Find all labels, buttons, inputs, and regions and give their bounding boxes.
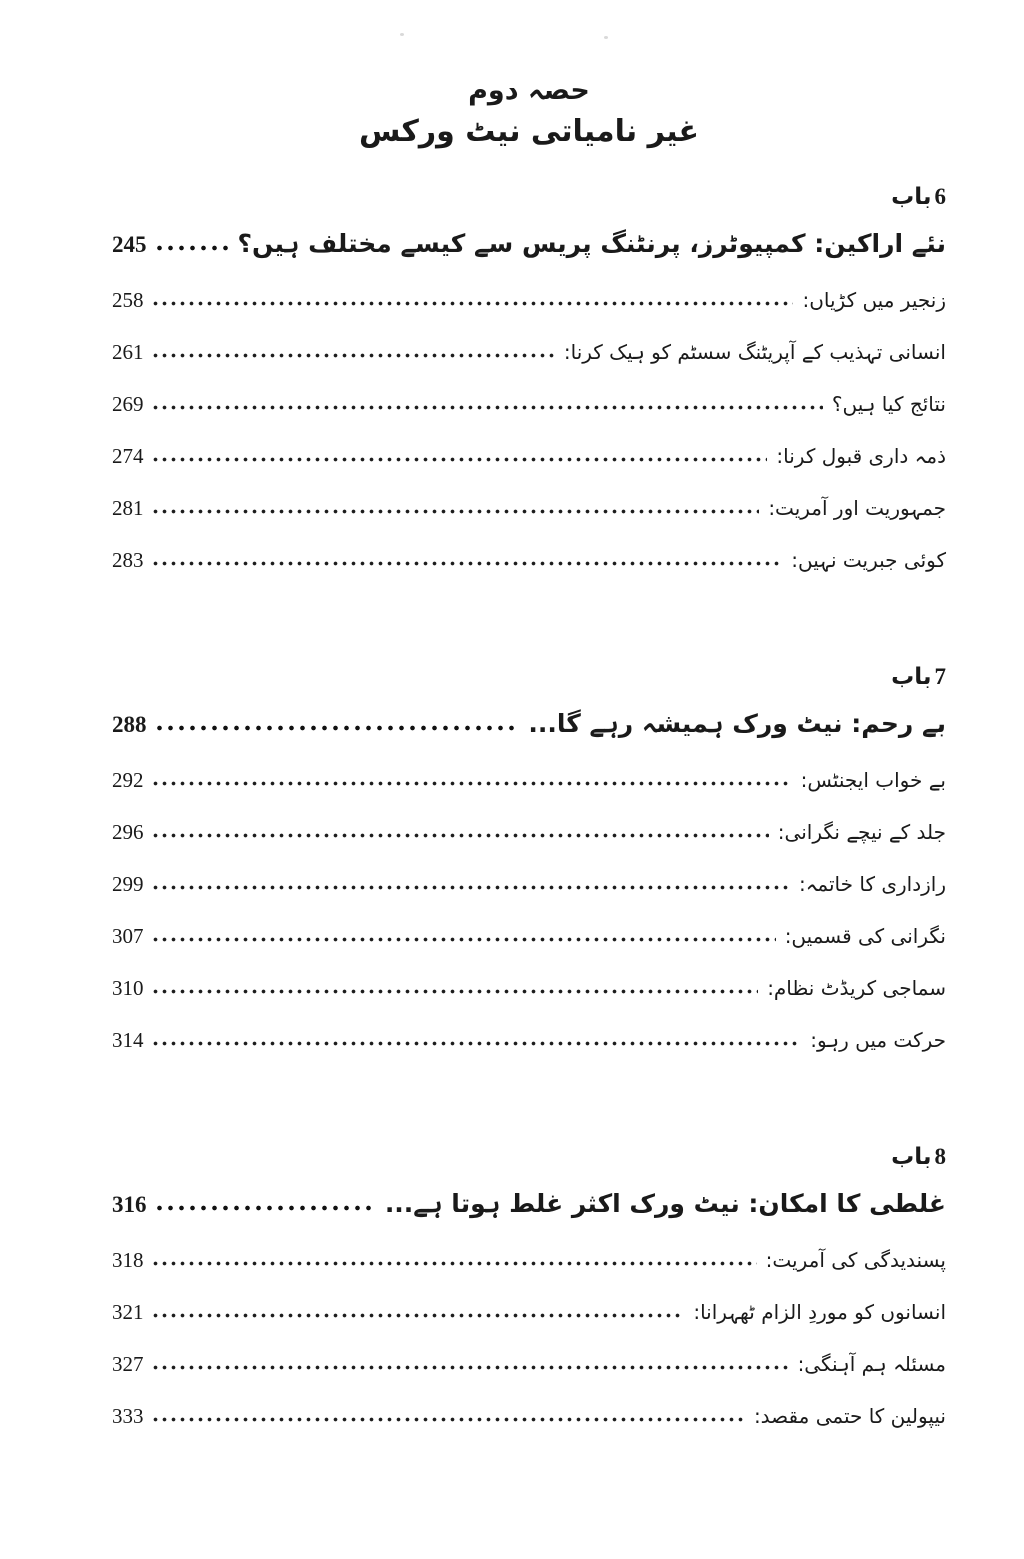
toc-entry [112, 1349, 946, 1380]
part-subtitle: غیر نامیاتی نیٹ ورکس [358, 113, 699, 149]
toc-entry-page: 258 [112, 287, 144, 312]
chapter-title-row [112, 704, 946, 744]
chapter-7-heading [112, 664, 946, 690]
toc-entry-title: مسئلہ ہم آہنگی: [797, 1351, 946, 1376]
part-header [112, 74, 946, 151]
toc-entry-page: 274 [112, 443, 144, 468]
toc-entry [112, 389, 946, 420]
toc-entry [112, 765, 946, 796]
toc-entry-page: 261 [112, 339, 144, 364]
toc-entry-title: زنجیر میں کڑیاں: [802, 287, 946, 312]
dot-leader [151, 833, 769, 838]
chapter-title: غلطی کا امکان: نیٹ ورک اکثر غلط ہوتا ہے... [384, 1188, 946, 1218]
chapter-8-section [112, 1144, 946, 1432]
part-title: حصہ دوم [468, 75, 590, 106]
chapter-number: 7 [934, 663, 946, 689]
toc-entry-page: 327 [112, 1351, 144, 1376]
bab-label: باب [891, 183, 932, 210]
dot-leader [151, 353, 555, 358]
dot-leader [151, 1313, 685, 1318]
toc-entry-title: رازداری کا خاتمہ: [798, 871, 946, 896]
dot-leader [151, 457, 768, 462]
toc-entry [112, 973, 946, 1004]
dot-leader [151, 301, 794, 306]
dot-leader [151, 781, 792, 786]
toc-entry-title: نگرانی کی قسمیں: [784, 923, 946, 948]
chapter-page-number: 288 [112, 711, 147, 737]
toc-entry-title: کوئی جبریت نہیں: [791, 547, 946, 572]
toc-entry-page: 283 [112, 547, 144, 572]
bab-label: باب [891, 663, 932, 690]
toc-entry-title: نیپولین کا حتمی مقصد: [753, 1403, 946, 1428]
chapter-title-row [112, 224, 946, 264]
toc-entry-page: 281 [112, 495, 144, 520]
dot-leader [151, 509, 760, 514]
toc-entry [112, 545, 946, 576]
toc-entry [112, 921, 946, 952]
dot-leader [151, 405, 823, 410]
toc-entry [112, 1297, 946, 1328]
chapter-number: 8 [934, 1143, 946, 1169]
dot-leader [151, 937, 776, 942]
chapter-8-heading [112, 1144, 946, 1170]
toc-entry-title: انسانی تہذیب کے آپریٹنگ سسٹم کو ہیک کرنا: [563, 339, 946, 364]
chapter-6-heading [112, 184, 946, 210]
toc-entry-page: 307 [112, 923, 144, 948]
toc-entry [112, 817, 946, 848]
toc-entry-page: 321 [112, 1299, 144, 1324]
toc-entry [112, 869, 946, 900]
chapter-7-section [112, 664, 946, 1056]
scan-speck [400, 33, 404, 36]
toc-entry-page: 318 [112, 1247, 144, 1272]
toc-entry [112, 1025, 946, 1056]
toc-entry-title: پسندیدگی کی آمریت: [765, 1247, 946, 1272]
chapter-title: نئے اراکین: کمپیوٹرز، پرنٹنگ پریس سے کیسے مختلف ہیں؟ [237, 228, 946, 258]
toc-entry-page: 314 [112, 1027, 144, 1052]
chapter-page-number: 316 [112, 1191, 147, 1217]
toc-entry-page: 292 [112, 767, 144, 792]
toc-entry [112, 441, 946, 472]
dot-leader [151, 989, 759, 994]
toc-entry [112, 1245, 946, 1276]
chapter-title-row [112, 1184, 946, 1224]
toc-entry-page: 310 [112, 975, 144, 1000]
toc-entry-page: 299 [112, 871, 144, 896]
toc-entry [112, 1401, 946, 1432]
chapter-6-section [112, 184, 946, 576]
toc-entry-title: جمہوریت اور آمریت: [768, 495, 946, 520]
dot-leader [154, 245, 229, 251]
scan-speck [604, 36, 608, 39]
toc-entry-page: 296 [112, 819, 144, 844]
toc-entry [112, 493, 946, 524]
dot-leader [154, 725, 520, 731]
toc-entry-title: بے خواب ایجنٹس: [800, 767, 946, 792]
dot-leader [151, 561, 783, 566]
dot-leader [151, 885, 790, 890]
toc-entry-title: ذمہ داری قبول کرنا: [776, 443, 946, 468]
toc-entry-page: 269 [112, 391, 144, 416]
chapter-number: 6 [934, 183, 946, 209]
toc-entry-page: 333 [112, 1403, 144, 1428]
toc-entry-title: سماجی کریڈٹ نظام: [767, 975, 946, 1000]
toc-entry [112, 337, 946, 368]
toc-entry [112, 285, 946, 316]
dot-leader [151, 1365, 789, 1370]
toc-entry-title: انسانوں کو موردِ الزام ٹھہرانا: [693, 1299, 946, 1324]
chapter-title: بے رحم: نیٹ ورک ہمیشہ رہے گا... [528, 708, 946, 738]
dot-leader [151, 1417, 745, 1422]
dot-leader [151, 1261, 757, 1266]
dot-leader [154, 1205, 376, 1211]
toc-entry-title: جلد کے نیچے نگرانی: [777, 819, 946, 844]
toc-entry-title: نتائج کیا ہیں؟ [831, 391, 946, 416]
chapter-page-number: 245 [112, 231, 147, 257]
dot-leader [151, 1041, 802, 1046]
bab-label: باب [891, 1143, 932, 1170]
toc-entry-title: حرکت میں رہو: [810, 1027, 946, 1052]
